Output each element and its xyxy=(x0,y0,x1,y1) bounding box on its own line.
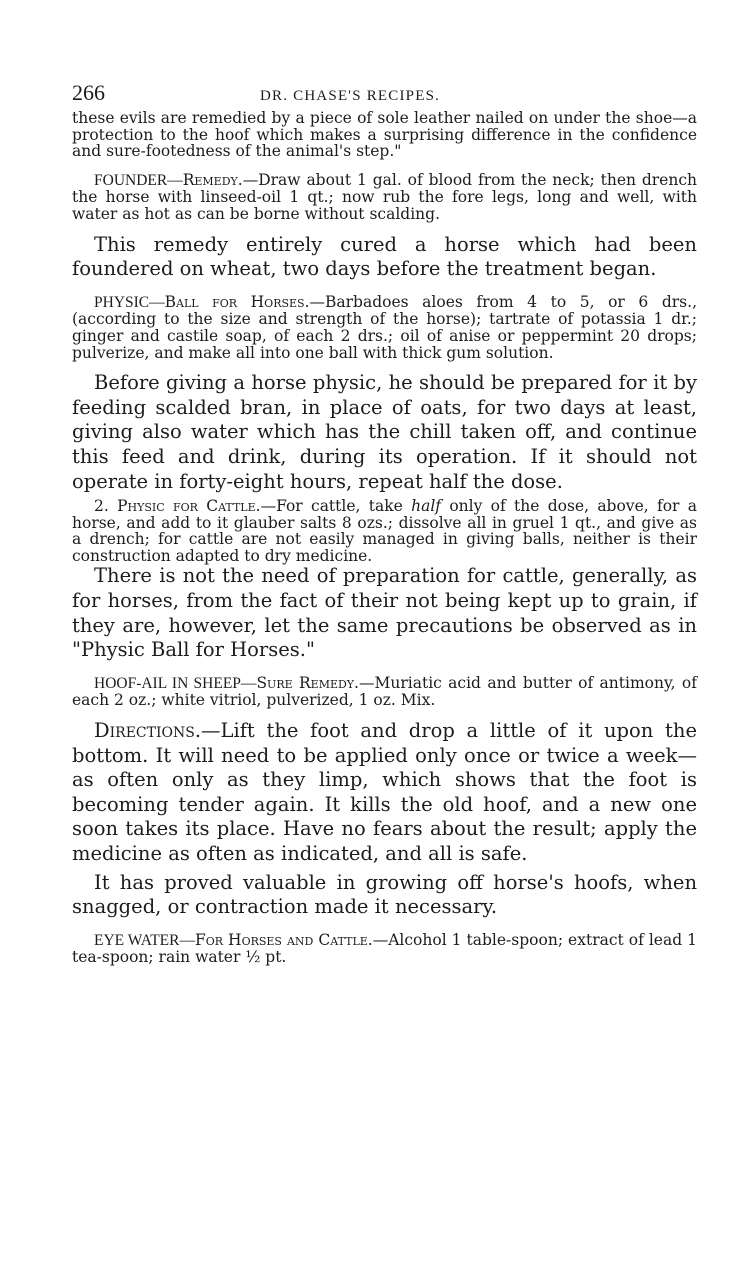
recipe-heading: PHYSIC— xyxy=(94,293,165,311)
recipe-physic-horses xyxy=(72,294,697,361)
recipe-founder xyxy=(72,172,697,223)
recipe-subheading: Physic for Cattle. xyxy=(117,497,261,516)
recipe-body: —Alcohol 1 table-spoon; extract of lead 1 tea-spoon; rain water ½ pt. xyxy=(72,930,698,967)
paragraph-cattle-preparation: There is not the need of preparation for cattle, generally, as for horses, from the fact of their not being kept up to grain, if they are, however, let the same precautions be observed as in "Physic Ball for Horses." xyxy=(72,564,697,662)
paragraph-physic-preparation: Before giving a horse physic, he should be prepared for it by feeding scalded bran, in place of oats, for two days at least, giving also water which has the chill taken off, and continue this feed and drink, during its operation. If it should not operate in forty-eight hours, repeat half the dose. xyxy=(72,371,697,493)
recipe-subheading: For Horses and Cattle. xyxy=(194,930,373,949)
running-title: DR. CHASE'S RECIPES. xyxy=(260,88,441,104)
recipe-subheading: Ball for Horses. xyxy=(164,292,310,311)
recipe-hoof-ail xyxy=(72,675,697,709)
emphasis-half: half xyxy=(411,497,442,516)
recipe-subheading: Remedy. xyxy=(182,170,243,189)
recipe-heading: EYE WATER— xyxy=(94,931,195,949)
running-header xyxy=(72,76,697,110)
recipe-heading: HOOF-AIL IN SHEEP— xyxy=(94,674,257,692)
book-page xyxy=(72,76,697,966)
recipe-subheading: Sure Remedy. xyxy=(256,673,359,692)
paragraph-hoof-note: It has proved valuable in growing off horse's hoofs, when snagged, or contraction made it necessary. xyxy=(72,870,697,919)
recipe-number: 2. xyxy=(94,497,118,516)
recipe-physic-cattle: 2. Physic for Cattle.—For cattle, take half only of the dose, above, for a horse, and add to it glauber salts 8 ozs.; dissolve all in gruel 1 qt., and give as a drench; for cattle are not easily managed in giving balls, neither is their construction adapted to dry medicine. xyxy=(72,497,697,565)
page-number: 266 xyxy=(72,80,105,105)
recipe-body: —Barbadoes aloes from 4 to 5, or 6 drs., (according to the size and strength of the horse); tartrate of potassia 1 dr.; ginger and castile soap, of each 2 drs.; oil of anise or peppermint 20 drops; pulverize, and make all into one ball with thick gum solution. xyxy=(72,292,697,362)
paragraph-founder-note: This remedy entirely cured a horse which had been foundered on wheat, two days before the treatment began. xyxy=(72,232,697,281)
paragraph-directions: Directions.—Lift the foot and drop a little of it upon the bottom. It will need to be applied only once or twice a week—as often only as they limp, which shows that the foot is becoming tender again. It kills the old hoof, and a new one soon takes its place. Have no fears about the result; apply the medicine as often as indicated, and all is safe. xyxy=(72,719,697,865)
recipe-heading: FOUNDER— xyxy=(94,171,183,189)
recipe-eye-water xyxy=(72,932,697,966)
recipe-body: —Draw about 1 gal. of blood from the neck; then drench the horse with linseed-oil 1 qt.; now rub the fore legs, long and well, with water as hot as can be borne without scalding. xyxy=(72,170,697,223)
recipe-body: —Muriatic acid and butter of antimony, of each 2 oz.; white vitriol, pulverized, 1 oz. Mix. xyxy=(72,673,697,710)
paragraph-continued-quote: these evils are remedied by a piece of sole leather nailed on under the shoe—a protection to the hoof which makes a surprising difference in the confidence and sure-footedness of the animal's step." xyxy=(72,109,697,161)
directions-subheading: Directions. xyxy=(94,719,202,743)
